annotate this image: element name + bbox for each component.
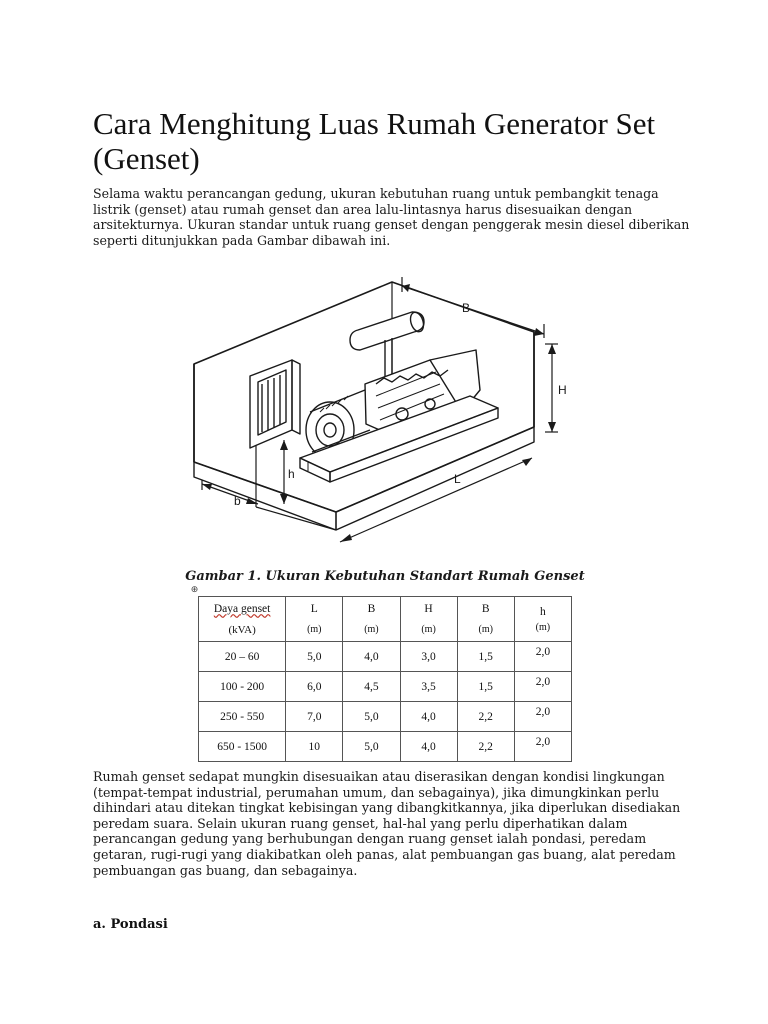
header-B bbox=[343, 597, 400, 642]
radiator bbox=[250, 360, 300, 448]
table-cell: 1,5 bbox=[457, 642, 514, 672]
header-unit: (kVA) bbox=[228, 623, 256, 636]
table-cell bbox=[514, 702, 571, 732]
table-cell: 2,2 bbox=[457, 702, 514, 732]
header-unit: (m) bbox=[535, 621, 551, 633]
body-paragraph: Rumah genset sedapat mungkin disesuaikan atau diserasikan dengan kondisi lingkungan (tempat-tempat industrial, perumahan umum, dan sebagainya), jika dimungkinkan perlu dihindari atau ditekan tingkat kebisingan yang dibangkitkannya, jika diperlukan disediakan peredam suara. Selain ukuran ruang genset, hal-hal yang perlu diperhatikan dalam perancangan gedung yang berhubungan dengan ruang genset ialah pondasi, peredam getaran, rugi-rugi yang diakibatkan oleh panas, alat pembuangan gas buang, alat peredam pembuangan gas buang, dan sebagainya. bbox=[93, 769, 681, 878]
page-title: Cara Menghitung Luas Rumah Generator Set (Genset) bbox=[93, 106, 656, 176]
table-row bbox=[199, 672, 572, 702]
header-unit: (m) bbox=[364, 624, 379, 635]
table-cell: 1,5 bbox=[457, 672, 514, 702]
label-h: h bbox=[288, 467, 295, 481]
table-cell bbox=[514, 642, 571, 672]
table-cell-value: 2,0 bbox=[535, 735, 551, 748]
table-cell: 250 - 550 bbox=[199, 702, 286, 732]
header-daya bbox=[199, 597, 286, 642]
room-back-wall bbox=[194, 282, 534, 512]
table-cell: 3,0 bbox=[400, 642, 457, 672]
table-move-handle-icon[interactable]: ⊕ bbox=[190, 585, 199, 595]
header-b bbox=[457, 597, 514, 642]
table-cell: 5,0 bbox=[343, 732, 400, 762]
label-L: L bbox=[454, 472, 461, 486]
header-H bbox=[400, 597, 457, 642]
table-cell-value: 2,0 bbox=[535, 645, 551, 658]
label-H: H bbox=[558, 383, 567, 397]
table-row bbox=[199, 732, 572, 762]
header-label: L bbox=[310, 603, 318, 615]
table-cell: 2,2 bbox=[457, 732, 514, 762]
genset-room-figure bbox=[180, 272, 580, 562]
table-cell: 5,0 bbox=[343, 702, 400, 732]
table-row bbox=[199, 642, 572, 672]
table-cell: 4,0 bbox=[400, 732, 457, 762]
label-B-upper: B bbox=[462, 301, 471, 315]
table-cell: 10 bbox=[286, 732, 343, 762]
table-cell-value: 2,0 bbox=[535, 705, 551, 718]
table-cell: 650 - 1500 bbox=[199, 732, 286, 762]
table-cell bbox=[514, 672, 571, 702]
table-cell: 5,0 bbox=[286, 642, 343, 672]
table-cell-value: 2,0 bbox=[535, 675, 551, 688]
header-label: h bbox=[540, 605, 546, 618]
table-cell: 7,0 bbox=[286, 702, 343, 732]
table-cell: 3,5 bbox=[400, 672, 457, 702]
table-cell: 100 - 200 bbox=[199, 672, 286, 702]
header-unit: (m) bbox=[478, 624, 493, 635]
table-cell: 4,0 bbox=[343, 642, 400, 672]
header-h bbox=[514, 597, 571, 642]
header-label: H bbox=[424, 603, 433, 615]
header-label: Daya genset bbox=[213, 602, 271, 615]
label-b-lower: b bbox=[234, 494, 241, 508]
table-cell: 20 – 60 bbox=[199, 642, 286, 672]
header-L bbox=[286, 597, 343, 642]
header-label: B bbox=[481, 603, 490, 615]
section-heading-pondasi: a. Pondasi bbox=[93, 917, 168, 932]
table-header-row bbox=[199, 597, 572, 642]
header-label: B bbox=[367, 603, 376, 615]
table-cell: 6,0 bbox=[286, 672, 343, 702]
figure-caption: Gambar 1. Ukuran Kebutuhan Standart Rumah Genset bbox=[185, 569, 585, 584]
header-unit: (m) bbox=[421, 624, 436, 635]
intro-paragraph: Selama waktu perancangan gedung, ukuran kebutuhan ruang untuk pembangkit tenaga listrik (genset) atau rumah genset dan area lalu-lintasnya harus disesuaikan dengan arsitekturnya. Ukuran standar untuk ruang genset dengan penggerak mesin diesel diberikan seperti ditunjukkan pada Gambar dibawah ini. bbox=[93, 186, 690, 248]
table-row bbox=[199, 702, 572, 732]
header-unit: (m) bbox=[307, 624, 322, 635]
table-cell: 4,0 bbox=[400, 702, 457, 732]
table-cell: 4,5 bbox=[343, 672, 400, 702]
table-cell bbox=[514, 732, 571, 762]
genset-size-table bbox=[198, 596, 572, 762]
